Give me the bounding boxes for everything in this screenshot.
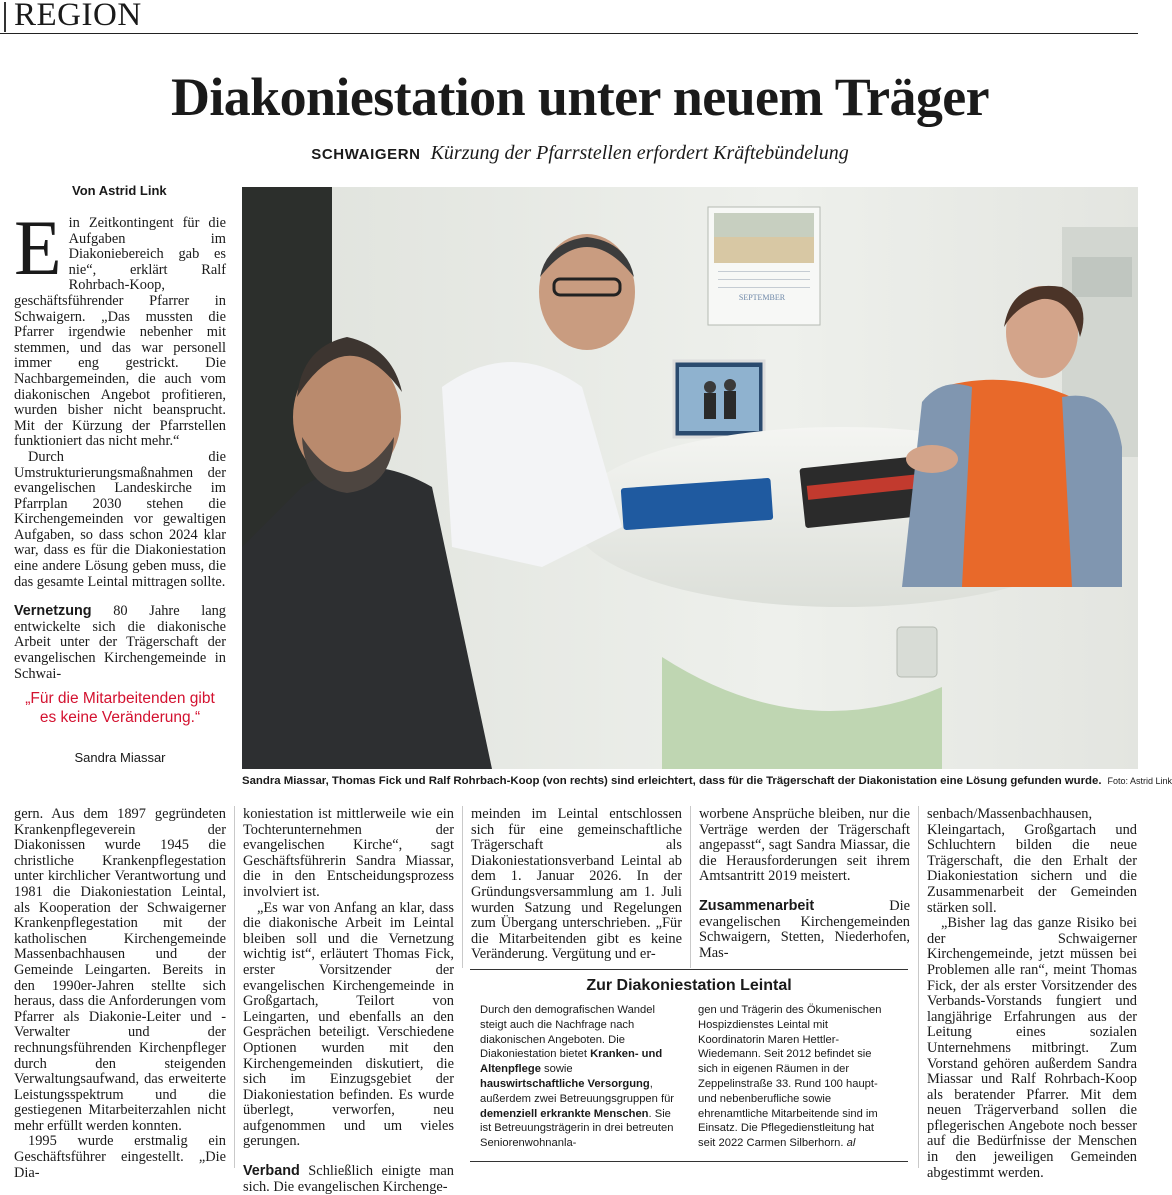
paragraph: 1995 wurde erstmalig ein Geschäftsführer eingestellt. „Die Dia- <box>14 1133 226 1181</box>
body-column-2 <box>243 807 454 1195</box>
body-column-4 <box>699 807 910 961</box>
info-box-column-1 <box>480 1003 676 1151</box>
photo-illustration <box>242 187 1138 769</box>
subhead-verband: Verband <box>243 1163 300 1180</box>
byline: Von Astrid Link <box>72 183 167 198</box>
column-divider <box>462 806 463 968</box>
kicker: Kürzung der Pfarrstellen erfordert Kräftebündelung <box>430 142 849 164</box>
section-marker <box>4 2 6 32</box>
subhead-vernetzung: Vernetzung <box>14 603 92 620</box>
column-divider <box>690 806 691 968</box>
paragraph <box>699 899 910 961</box>
column-divider <box>918 806 919 1168</box>
lead-paragraph-1 <box>14 204 226 450</box>
headline: Diakoniestation unter neuem Träger <box>170 67 990 127</box>
paragraph: worbene Ansprüche bleiben, nur die Verträge werden der Trägerschaft angepasst“, sagt Sandra Miassar, die die Herausforderungen seit ihrem Amtsantritt 2019 meistert. <box>699 806 910 885</box>
article-photo <box>242 187 1138 769</box>
body-column-5 <box>927 807 1137 1181</box>
lead-text-3: 80 Jahre lang entwickelte sich die diakonische Arbeit unter der Trägerschaft der evangelischen Kirchengemeinde in Schwai- <box>14 603 226 682</box>
pull-quote-source: Sandra Miassar <box>74 750 166 765</box>
paragraph: „Bisher lag das ganze Risiko bei der Schwaigerner Kirchengemeinde, jetzt müssen bei Problemen alle ran“, meint Thomas Fick, der als erster Vorsitzender des Verbands-Vorstands fungiert und langjährige Erfahrungen aus der Leitung eines sozialen Unternehmens mitbringt. Zum Vorstand gehören außerdem Sandra Miassar und Ralf Rohrbach-Koop als beratender Pfarrer. Mit dem neuen Trägerverband sollen die pflegerischen Angebote noch besser auf die Bedürfnisse der Menschen in den jeweiligen Gemeinden abgestimmt werden. <box>927 915 1137 1181</box>
paragraph: meinden im Leintal entschlossen sich für eine gemeinschaftliche Trägerschaft als Diakoniestationsverband Leintal ab dem 1. Januar 2026. In der Gründungsversammlung am 1. Juli wurden Satzung und Regelungen zum Übergang unterschrieben. „Für die Mitarbeitenden gibt es keine Veränderung. Vergütung und er- <box>471 806 682 963</box>
lead-paragraph-3 <box>14 604 226 682</box>
info-highlight: hauswirtschaftliche Versorgung <box>480 1077 650 1090</box>
paragraph: „Es war von Anfang an klar, dass die diakonische Arbeit im Leintal bleiben soll und die Vernetzung wichtig ist“, erläutert Thomas Fick, erster Vorsitzender der evangelischen Kirchengemeinde in Großgartach, Teilort von Leingarten, und ebenfalls an den Gesprächen beteiligt. Verschiedene Optionen wurden mit den Kirchengemeinden diskutiert, die sich im Einzugsgebiet der Diakoniestation befinden. Es wurde überlegt, verworfen, neu aufgenommen und um vieles gerungen. <box>243 899 454 1150</box>
subhead-zusammenarbeit: Zusammenarbeit <box>699 897 815 914</box>
woman-hand <box>906 445 958 473</box>
info-box-column-2 <box>698 1003 894 1151</box>
water-glass <box>897 627 937 677</box>
author-initials: al <box>846 1137 856 1150</box>
section-title: REGION <box>14 0 142 33</box>
lead-text-1: in Zeitkontingent für die Aufgaben im Diakoniebereich gab es nie“, erklärt Ralf Rohrbach-Koop, geschäftsführender Pfarrer in Schwaigern. „Das mussten die Pfarrer irgendwie nebenher mit stemmen, und das war personell immer eng gestrickt. Die Nachbargemeinden, die auch vom diakonischen Angebot profitieren, wurden bisher nicht beansprucht. Mit der Kürzung der Pfarrstellen funktioniert das nicht mehr.“ <box>14 215 226 450</box>
caption-text: Sandra Miassar, Thomas Fick und Ralf Rohrbach-Koop (von rechts) sind erleichtert, dass für die Trägerschaft der Diakonistation eine Lösung gefunden wurde. <box>242 775 1102 787</box>
photo-caption <box>242 773 1172 789</box>
info-box-title: Zur Diakoniestation Leintal <box>586 977 792 994</box>
body-column-3 <box>471 807 682 963</box>
info-text: Durch den demografischen Wandel steigt auch die Nachfrage nach diakonischen Angeboten. Die Diakoniestation bietet <box>480 1004 655 1061</box>
pull-quote: „Für die Mitarbeitenden gibt es keine Veränderung.“ <box>25 690 215 726</box>
section-header <box>0 0 1138 34</box>
paragraph: koniestation ist mittlerweile wie ein Tochterunternehmen der evangelischen Kirche“, sagt Geschäftsführerin Sandra Miassar, die in den Entscheidungsprozess involviert ist. <box>243 806 454 900</box>
lead-paragraph-2: Durch die Umstrukturierungsmaßnahmen der evangelischen Landeskirche im Pfarrplan 2030 stehen die Kirchengemeinden vor gewaltigen Aufgaben, so dass schon 2024 klar war, dass es für die Diakoniestation eine andere Lösung geben muss, die das gesamte Leintal mittragen sollte. <box>14 448 226 590</box>
paragraph <box>243 1164 454 1195</box>
lead-column <box>14 204 226 682</box>
info-highlight: Kranken- und Altenpflege <box>480 1048 663 1076</box>
photo-credit: Foto: Astrid Link <box>1107 776 1172 786</box>
info-box <box>470 969 908 1162</box>
info-text: sowie <box>540 1063 573 1076</box>
paragraph-text: Schließlich einigte man sich. Die evangelischen Kirchenge- <box>243 1163 454 1195</box>
column-divider <box>234 806 235 1168</box>
info-highlight: demenziell erkrankte Menschen <box>480 1107 649 1120</box>
info-text: . Sie ist Betreuungsträgerin in drei betreuten Seniorenwohnanla- <box>480 1107 674 1150</box>
paragraph: gern. Aus dem 1897 gegründeten Krankenpflegeverein der Diakonissen wurde 1945 die christliche Krankenpflegestation unter kirchlicher Verantwortung und 1981 die Diakoniestation Leintal, als Kooperation der Schwaigerner Krankenpflegestation mit der katholischen Kirchengemeinde Massenbachhausen und der Gemeinde Leingarten. Bereits in den 1990er-Jahren stellte sich heraus, dass die Anforderungen vom Pfarrer als Diakonie-Leiter und -Verwalter und der rechnungsführenden Kirchenpfleger durch den steigenden Verwaltungsaufwand, das erweiterte Leistungsspektrum und die gestiegenen Mitarbeiterzahlen nicht mehr erfüllt werden konnten. <box>14 806 226 1134</box>
paragraph-text: Die evangelischen Kirchengemeinden Schwaigern, Stetten, Niederhofen, Mas- <box>699 897 910 961</box>
body-column-1 <box>14 807 226 1181</box>
info-text: gen und Trägerin des Ökumenischen Hospizdienstes Leintal mit Koordinatorin Maren Hettler-Wiedemann. Seit 2012 befindet sie sich in eigenen Räumen in der Zeppelinstraße 33. Rund 100 haupt- und nebenberufliche sowie ehrenamtliche Mitarbeitende sind im Einsatz. Die Pflegedienstleitung hat seit 2022 Carmen Silberhorn. <box>698 1004 882 1150</box>
info-text: , außerdem zwei Betreuungsgruppen für <box>480 1077 675 1105</box>
paragraph: senbach/Massenbachhausen, Kleingartach, Großgartach und Schluchtern bilden die neue Trägerschaft, die den Erhalt der Diakoniestation sichern und die Zusammenarbeit der Gemeinden stärken soll. <box>927 806 1137 916</box>
calendar-month: SEPTEMBER <box>738 293 786 302</box>
subheadline <box>0 140 1160 168</box>
drop-cap: E <box>14 204 62 291</box>
dateline-place: SCHWAIGERN <box>311 146 421 163</box>
